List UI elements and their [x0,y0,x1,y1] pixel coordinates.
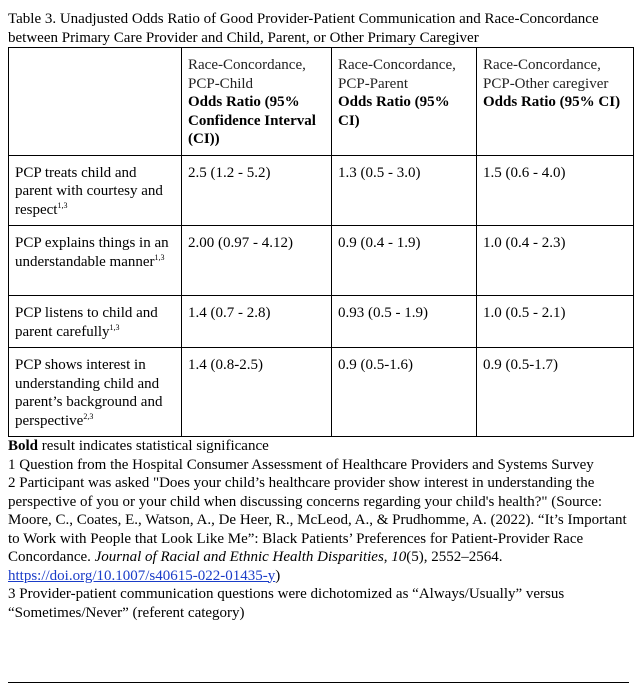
table-cell: 2.00 (0.97 - 4.12) [182,226,332,296]
table-cell: 1.4 (0.7 - 2.8) [182,296,332,348]
header-cell-pcp-parent [332,48,477,156]
bold-significance-note: Bold result indicates statistical significance [8,438,269,454]
table-cell: 1.4 (0.8-2.5) [182,348,332,437]
footnote-1: 1 Question from the Hospital Consumer Assessment of Healthcare Providers and Systems Survey [8,456,594,473]
header-subtitle: Odds Ratio (95% CI) [483,94,621,110]
bottom-divider [8,682,629,683]
journal-volume: 10 [391,549,407,565]
header-title: Race-Concordance, PCP-Parent [338,57,456,92]
table-row [9,296,634,348]
journal-title: Journal of Racial and Ethnic Health Disparities [94,549,384,565]
header-cell-pcp-other [477,48,634,156]
table-row [9,226,634,296]
table-cell: 0.93 (0.5 - 1.9) [332,296,477,348]
table-cell: 0.9 (0.5-1.6) [332,348,477,437]
footnote-ref: 1,3 [57,200,68,210]
footnote-ref: 2,3 [83,411,94,421]
doi-link[interactable]: https://doi.org/10.1007/s40615-022-01435-y [8,567,276,584]
row-label: PCP listens to child and parent carefully$^{1,3}$ [9,296,182,348]
row-label: PCP explains things in an understandable manner$^{1,3}$ [9,226,182,296]
table-cell: 1.5 (0.6 - 4.0) [477,155,634,226]
table-row [9,348,634,437]
row-label: PCP treats child and parent with courtesy and respect$^{1,3}$ [9,155,182,226]
table-cell: 0.9 (0.5-1.7) [477,348,634,437]
table-caption: Table 3. Unadjusted Odds Ratio of Good Provider-Patient Communication and Race-Concordance between Primary Care Provider and Child, Parent, or Other Primary Caregiver [8,11,599,46]
header-title: Race-Concordance, PCP-Child [188,57,306,92]
table-header-row [9,48,634,156]
odds-ratio-table [8,47,634,437]
footnote-2: 2 Participant was asked "Does your child’s healthcare provider show interest in understanding the perspective of you or your child when discussing concerns regarding your child's health?" (Source: Moore, C., Coates, E., Watson, A., De Heer, R., McLeod, A., & Prudhomme, A. (2022). “It’s Important to Work with People that Look Like Me”: Black Patients’ Preferences for Patient-Provider Race Concordance. Journal of Racial and Ethnic Health Disparities, 10(5), 2552–2564. https://doi.org/10.1007/s40615-022-01435-y) [8,475,627,584]
footnote-ref: 1,3 [154,252,165,262]
header-subtitle: Odds Ratio (95% Confidence Interval (CI)) [188,94,316,147]
table-cell: 1.0 (0.4 - 2.3) [477,226,634,296]
table-cell: 0.9 (0.4 - 1.9) [332,226,477,296]
header-empty-cell [9,48,182,156]
table-footnotes [8,437,634,622]
row-label: PCP shows interest in understanding child and parent’s background and perspective$^{2,3}$ [9,348,182,437]
header-title: Race-Concordance, PCP-Other caregiver [483,57,609,92]
footnote-ref: 1,3 [109,322,120,332]
header-cell-pcp-child [182,48,332,156]
table-cell: 2.5 (1.2 - 5.2) [182,155,332,226]
table-cell: 1.3 (0.5 - 3.0) [332,155,477,226]
footnote-3: 3 Provider-patient communication questions were dichotomized as “Always/Usually” versus “Sometimes/Never” (referent category) [8,586,565,621]
header-subtitle: Odds Ratio (95% CI) [338,94,450,129]
table-row [9,155,634,226]
table-cell: 1.0 (0.5 - 2.1) [477,296,634,348]
